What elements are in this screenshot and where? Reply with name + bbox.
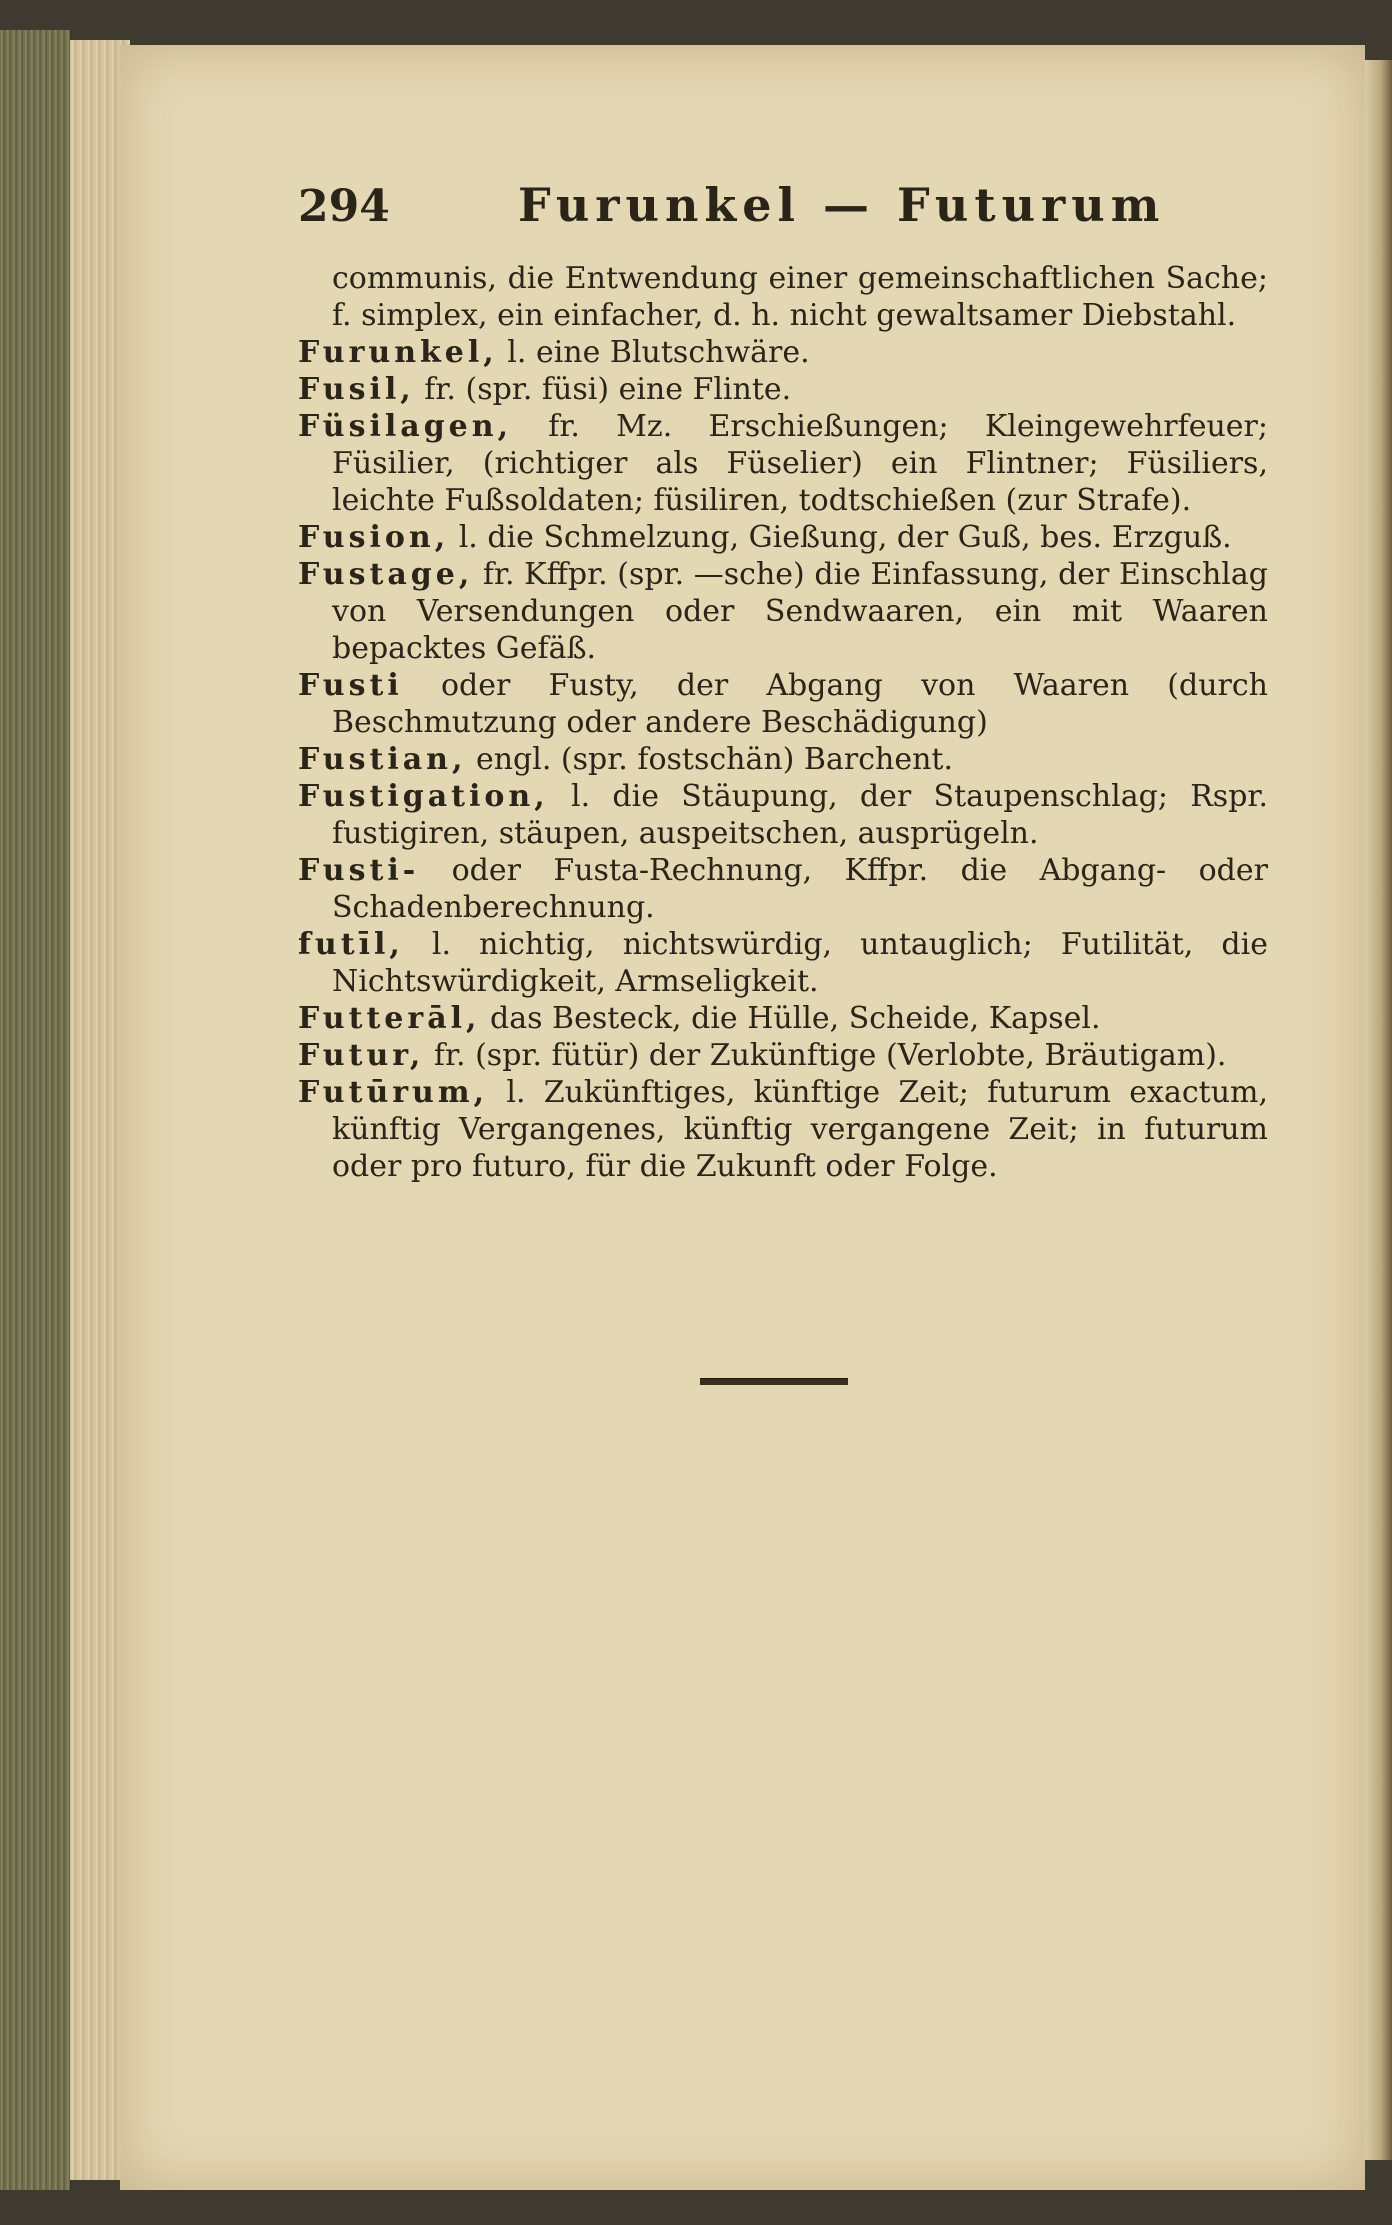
page-content [298, 178, 1268, 1185]
entry-lemma: Futterāl, [298, 1001, 481, 1036]
entry-text: l. eine Blutschwäre. [507, 335, 810, 370]
dictionary-entry [298, 519, 1268, 556]
dictionary-entry [298, 741, 1268, 778]
entry-lemma: Furunkel, [298, 335, 498, 370]
entry-lemma: Fusti [298, 668, 403, 703]
entry-text: fr. Kffpr. (spr. —sche) die Einfassung, der Einschlag von Versendungen oder Sendwaaren, ein mit Waaren bepacktes Gefäß. [332, 557, 1268, 666]
entry-lemma: Fustigation, [298, 779, 549, 814]
dictionary-entry [298, 556, 1268, 667]
book-page-edges-left [0, 30, 72, 2190]
dictionary-entry [298, 852, 1268, 926]
entry-lemma: Fusti- [298, 853, 420, 888]
entry-lemma: Fusion, [298, 520, 450, 555]
dictionary-entry [298, 371, 1268, 408]
entry-lemma: Futūrum, [298, 1075, 489, 1110]
dictionary-entry [298, 926, 1268, 1000]
entry-text: l. die Stäupung, der Staupenschlag; Rspr. fustigiren, stäupen, auspeitschen, ausprügeln. [332, 779, 1268, 851]
entry-text: fr. Mz. Erschießungen; Kleingewehrfeuer; Füsilier, (richtiger als Füselier) ein Flintner; Füsiliers, leichte Fußsoldaten; füsiliren, todtschießen (zur Strafe). [332, 409, 1268, 518]
dictionary-entry [298, 334, 1268, 371]
entry-text: l. Zukünftiges, künftige Zeit; futurum exactum, künftig Vergangenes, künftig vergangene Zeit; in futurum oder pro futuro, für die Zukunft oder Folge. [332, 1075, 1268, 1184]
entry-text: fr. (spr. fütür) der Zukünftige (Verlobte, Bräutigam). [433, 1038, 1227, 1073]
book-page-edge-right [1365, 60, 1392, 2160]
entry-lemma: Füsilagen, [298, 409, 513, 444]
page-number: 294 [298, 181, 390, 232]
entry-text: oder Fusta-Rechnung, Kffpr. die Abgang- oder Schadenberechnung. [332, 853, 1268, 925]
dictionary-entry [298, 260, 1268, 334]
entry-text: l. die Schmelzung, Gießung, der Guß, bes. Erzguß. [458, 520, 1232, 555]
page-header [298, 178, 1268, 258]
entry-text: das Besteck, die Hülle, Scheide, Kapsel. [490, 1001, 1101, 1036]
dictionary-entry [298, 778, 1268, 852]
entry-text: engl. (spr. fostschän) Barchent. [475, 742, 953, 777]
dictionary-entry [298, 1000, 1268, 1037]
entry-text: l. nichtig, nichtswürdig, untauglich; Futilität, die Nichtswürdigkeit, Armseligkeit. [332, 927, 1268, 999]
entry-text: communis, die Entwendung einer gemeinschaftlichen Sache; f. simplex, ein einfacher, d. h. nicht gewaltsamer Diebstahl. [332, 261, 1268, 333]
entry-lemma: Futur, [298, 1038, 425, 1073]
dictionary-entry [298, 667, 1268, 741]
entry-lemma: Fustian, [298, 742, 467, 777]
running-title: Furunkel — Futurum [518, 178, 1166, 232]
dictionary-entry [298, 1074, 1268, 1185]
entry-lemma: Fusil, [298, 372, 415, 407]
dictionary-entry [298, 1037, 1268, 1074]
dictionary-entry [298, 408, 1268, 519]
entry-text: fr. (spr. füsi) eine Flinte. [424, 372, 792, 407]
dictionary-entries [298, 260, 1268, 1185]
entry-text: oder Fusty, der Abgang von Waaren (durch Beschmutzung oder andere Beschädigung) [332, 668, 1268, 740]
entry-lemma: futīl, [298, 927, 404, 962]
entry-lemma: Fustage, [298, 557, 474, 592]
section-end-rule [700, 1378, 848, 1385]
